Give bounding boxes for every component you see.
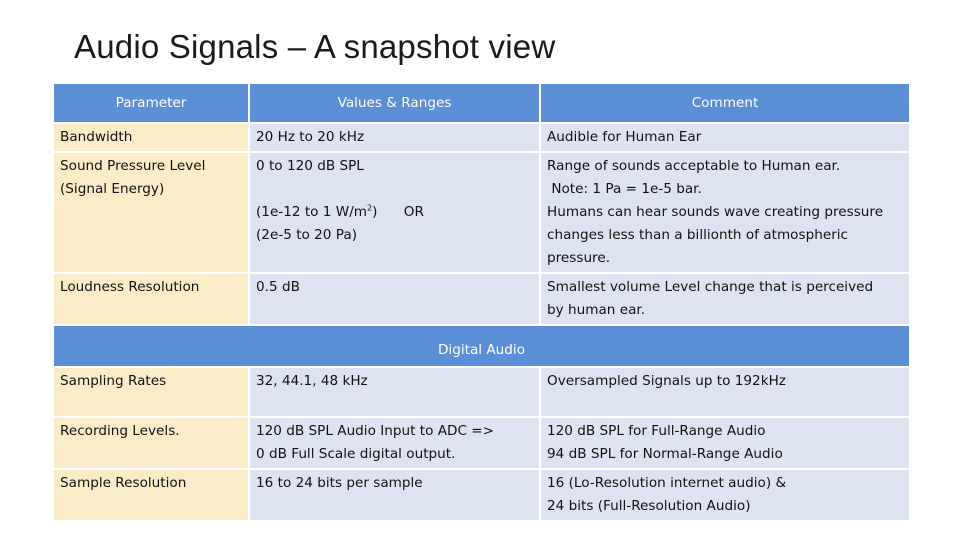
header-values: Values & Ranges	[249, 83, 540, 123]
comment-spl-1: Range of sounds acceptable to Human ear.	[547, 158, 841, 174]
value-cell	[249, 123, 540, 152]
value-sampling: 32, 44.1, 48 kHz	[256, 373, 368, 389]
value-loudness: 0.5 dB	[256, 279, 300, 295]
comment-spl-2: Note: 1 Pa = 1e-5 bar.	[547, 181, 702, 197]
value-spl-watts-sup: 2	[367, 203, 373, 213]
param-sampling: Sampling Rates	[60, 373, 167, 389]
param-cell	[53, 367, 249, 417]
value-recording-2: 0 dB Full Scale digital output.	[256, 446, 456, 462]
table-row	[53, 123, 910, 152]
table-row	[53, 152, 910, 273]
comment-sampling: Oversampled Signals up to 192kHz	[547, 373, 786, 389]
header-comment: Comment	[540, 83, 910, 123]
param-recording: Recording Levels.	[60, 423, 180, 439]
comment-spl-5: pressure.	[547, 250, 611, 266]
table-row	[53, 367, 910, 417]
value-cell	[249, 367, 540, 417]
comment-loudness-2: by human ear.	[547, 302, 646, 318]
value-recording-1: 120 dB SPL Audio Input to ADC =>	[256, 423, 495, 439]
comment-cell	[540, 273, 910, 325]
comment-cell	[540, 469, 910, 521]
section-row	[53, 325, 910, 367]
comment-sample-resolution-2: 24 bits (Full-Resolution Audio)	[547, 498, 751, 514]
param-bandwidth: Bandwidth	[60, 129, 133, 145]
value-spl-watts-line	[256, 201, 533, 224]
value-spl-pa: (2e-5 to 20 Pa)	[256, 227, 357, 243]
header-parameter: Parameter	[53, 83, 249, 123]
param-cell	[53, 123, 249, 152]
value-cell	[249, 152, 540, 273]
value-cell	[249, 469, 540, 521]
table-row	[53, 469, 910, 521]
param-cell	[53, 273, 249, 325]
comment-bandwidth: Audible for Human Ear	[547, 129, 702, 145]
comment-recording-1: 120 dB SPL for Full-Range Audio	[547, 423, 766, 439]
value-spl-watts: (1e-12 to 1 W/m	[256, 204, 368, 220]
comment-sample-resolution-1: 16 (Lo-Resolution internet audio) &	[547, 475, 787, 491]
comment-spl-4: changes less than a billionth of atmospheric	[547, 227, 849, 243]
comment-cell	[540, 417, 910, 469]
value-spl: 0 to 120 dB SPL	[256, 158, 364, 174]
param-loudness: Loudness Resolution	[60, 279, 200, 295]
param-sample-resolution: Sample Resolution	[60, 475, 187, 491]
param-cell	[53, 417, 249, 469]
param-spl-sub: (Signal Energy)	[60, 181, 165, 197]
value-cell	[249, 273, 540, 325]
slide-title: Audio Signals – A snapshot view	[74, 28, 556, 65]
table-row	[53, 417, 910, 469]
value-bandwidth: 20 Hz to 20 kHz	[256, 129, 365, 145]
audio-signals-table	[52, 82, 911, 522]
comment-cell	[540, 367, 910, 417]
value-spl-watts-end: )	[372, 204, 378, 220]
table-row	[53, 273, 910, 325]
comment-loudness-1: Smallest volume Level change that is perceived	[547, 279, 874, 295]
param-spl: Sound Pressure Level	[60, 158, 206, 174]
comment-cell	[540, 152, 910, 273]
section-digital-audio: Digital Audio	[53, 325, 910, 367]
value-cell	[249, 417, 540, 469]
comment-spl-3: Humans can hear sounds wave creating pressure	[547, 204, 884, 220]
param-cell	[53, 152, 249, 273]
param-cell	[53, 469, 249, 521]
comment-cell	[540, 123, 910, 152]
header-row	[53, 83, 910, 123]
value-spl-or: OR	[403, 204, 424, 220]
comment-recording-2: 94 dB SPL for Normal-Range Audio	[547, 446, 783, 462]
value-sample-resolution: 16 to 24 bits per sample	[256, 475, 423, 491]
